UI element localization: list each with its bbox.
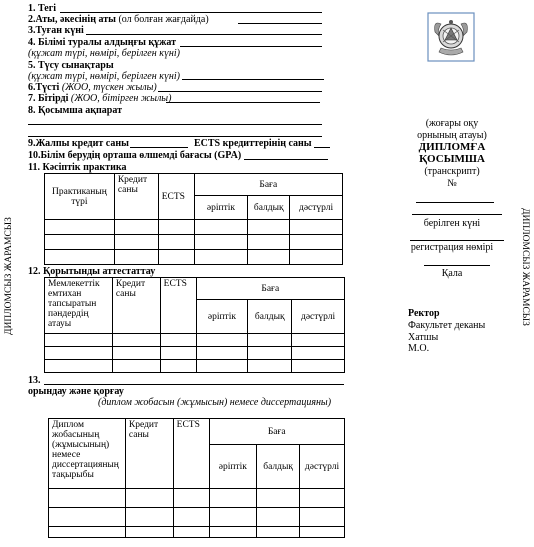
- field-entrance-label: 5. Түсу сынақтары: [28, 60, 114, 71]
- attestation-col-ects: ECTS: [160, 278, 196, 334]
- secretary-label: Хатшы: [408, 332, 439, 343]
- field-birthdate-label: 3.Туған күні: [28, 25, 84, 36]
- field-birthdate-line[interactable]: [86, 34, 322, 35]
- field-name-label-note: (ол болған жағдайда): [118, 14, 209, 25]
- attestation-col-credit: Кредит саны: [112, 278, 160, 334]
- field-ects-label: ECTS кредиттерінің саны: [194, 138, 312, 149]
- number-label: №: [447, 178, 457, 189]
- field-extra-label: 8. Қосымша ақпарат: [28, 105, 122, 116]
- table-row[interactable]: [49, 489, 345, 508]
- field-prev-doc-hint: (құжат түрі, нөмірі, берілген күні): [28, 48, 180, 59]
- issued-label: берілген күні: [423, 218, 481, 229]
- dean-label: Факультет деканы: [408, 320, 486, 331]
- thesis-col-topic: Диплом жобасының (жұмысының) немесе диссертацияның тақырыбы: [49, 419, 126, 489]
- number-line[interactable]: [416, 202, 494, 203]
- section-practice-title: 11. Кәсіптік практика: [28, 162, 127, 173]
- reg-label: регистрация нөмірі: [410, 242, 494, 253]
- practice-col-grade: Баға: [194, 174, 342, 196]
- attestation-col-traditional: дәстүрлі: [292, 300, 345, 334]
- practice-col-type: Практиканың түрі: [45, 174, 115, 220]
- uni-hint-line-2: орнының атауы): [417, 130, 487, 141]
- field-credits-label: 9.Жалпы кредит саны: [28, 138, 129, 149]
- thesis-col-letter: әріптік: [209, 445, 257, 489]
- field-enrolled-hint: (ЖОО, түскен жылы): [61, 82, 157, 93]
- seal-label: М.О.: [408, 343, 430, 354]
- field-prev-doc-line[interactable]: [180, 46, 322, 47]
- field-gpa-label: 10.Білім берудің орташа өлшемді бағасы (GPA): [28, 150, 242, 161]
- reg-line[interactable]: [410, 240, 504, 241]
- field-thesis-line[interactable]: [44, 384, 344, 385]
- uni-hint-line-1: (жоғары оқу: [425, 118, 479, 129]
- side-text-right: ДИПЛОМСЫЗ ЖАРАМСЫЗ: [520, 208, 530, 326]
- thesis-col-credit: Кредит саны: [125, 419, 173, 489]
- coat-of-arms-icon: [427, 12, 475, 62]
- practice-col-points: балдық: [248, 196, 290, 220]
- field-ects-line[interactable]: [314, 147, 330, 148]
- attestation-col-letter: әріптік: [196, 300, 248, 334]
- field-name-label: [28, 14, 209, 25]
- thesis-col-points: балдық: [257, 445, 300, 489]
- side-text-left: ДИПЛОМСЫЗ ЖАРАМСЫЗ: [4, 217, 14, 335]
- transcript-label: (транскрипт): [424, 166, 480, 177]
- city-label: Қала: [441, 268, 463, 279]
- section-thesis-title: 13.: [28, 375, 41, 386]
- field-graduated-label: [28, 93, 171, 104]
- attestation-table: [44, 277, 345, 373]
- rector-label: Ректор: [408, 308, 440, 319]
- field-extra-line-2[interactable]: [28, 136, 322, 137]
- table-row[interactable]: [45, 235, 343, 250]
- practice-col-credit: Кредит саны: [114, 174, 158, 220]
- practice-table: [44, 173, 343, 265]
- title-line-2: ҚОСЫМША: [419, 153, 485, 165]
- field-enrolled-label: [28, 82, 157, 93]
- practice-col-traditional: дәстүрлі: [290, 196, 343, 220]
- field-credits-line[interactable]: [130, 147, 188, 148]
- thesis-col-grade: Баға: [209, 419, 345, 445]
- city-line[interactable]: [424, 265, 490, 266]
- thesis-col-traditional: дәстүрлі: [300, 445, 345, 489]
- section-attestation-title: 12. Қорытынды аттестаттау: [28, 266, 156, 277]
- attestation-col-grade: Баға: [196, 278, 344, 300]
- emblem-image: [427, 12, 475, 62]
- attestation-col-points: балдық: [248, 300, 292, 334]
- section-thesis-hint: (диплом жобасын (жұмысын) немесе диссертацияны): [98, 397, 332, 408]
- table-row[interactable]: [45, 220, 343, 235]
- field-surname-label: 1. Тегі: [28, 3, 57, 14]
- field-enrolled-label-main: 6.Түсті: [28, 82, 60, 93]
- field-gpa-line[interactable]: [244, 159, 328, 160]
- field-prev-doc-label: 4. Білімі туралы алдыңғы құжат: [28, 37, 177, 48]
- practice-col-letter: әріптік: [194, 196, 248, 220]
- field-surname-line[interactable]: [60, 12, 322, 13]
- field-graduated-hint: (ЖОО, бітірген жылы): [70, 93, 172, 104]
- table-row[interactable]: [45, 250, 343, 265]
- thesis-table: [48, 418, 345, 538]
- section-thesis-subtitle: орындау және қорғау: [28, 386, 124, 397]
- table-row[interactable]: [49, 527, 345, 538]
- title-line-1: ДИПЛОМҒА: [418, 141, 486, 153]
- field-extra-line-1[interactable]: [28, 124, 322, 125]
- field-name-line[interactable]: [238, 23, 322, 24]
- table-row[interactable]: [45, 347, 345, 360]
- field-name-label-main: 2.Аты, әкесінің аты: [28, 14, 116, 25]
- field-entrance-line[interactable]: [182, 79, 324, 80]
- table-row[interactable]: [49, 508, 345, 527]
- attestation-col-exam: Мемлекеттік емтихан тапсыратын пәндердің атауы: [45, 278, 113, 334]
- issued-line[interactable]: [412, 214, 502, 215]
- field-entrance-hint: (құжат түрі, нөмірі, берілген күні): [28, 71, 180, 82]
- field-enrolled-line[interactable]: [158, 91, 322, 92]
- practice-col-ects: ECTS: [158, 174, 194, 220]
- thesis-col-ects: ECTS: [173, 419, 209, 489]
- field-graduated-label-main: 7. Бітірді: [28, 93, 69, 104]
- field-graduated-line[interactable]: [166, 102, 320, 103]
- table-row[interactable]: [45, 334, 345, 347]
- table-row[interactable]: [45, 360, 345, 373]
